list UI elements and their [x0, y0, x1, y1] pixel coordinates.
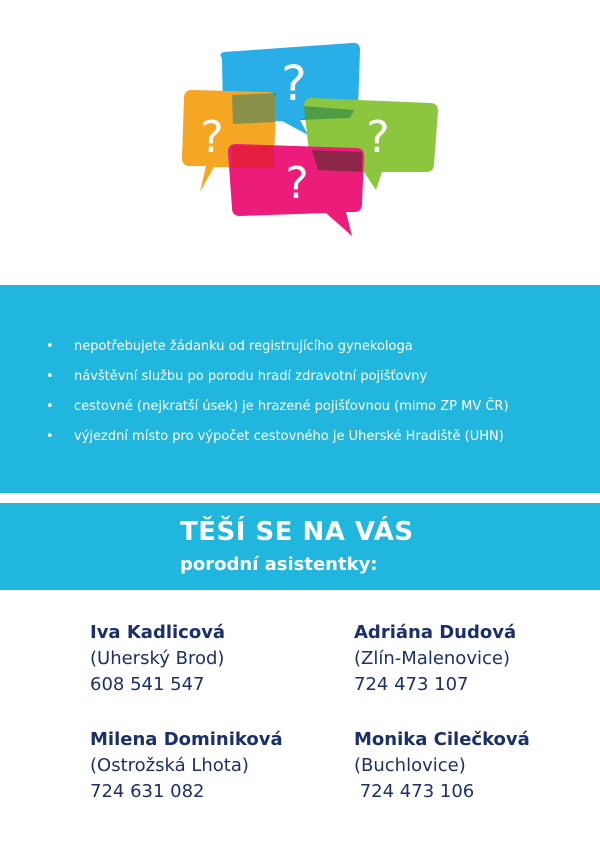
heading-subtitle: porodní asistentky:	[180, 554, 378, 575]
contact-place: (Zlín-Malenovice)	[354, 648, 510, 669]
contact-name: Milena Dominiková	[90, 729, 283, 750]
bullet-icon: •	[46, 339, 54, 354]
contact-card	[354, 727, 530, 805]
bullet-icon: •	[46, 399, 54, 414]
question-mark-icon: ?	[200, 112, 224, 163]
contact-card	[90, 620, 225, 698]
question-mark-icon: ?	[281, 56, 307, 112]
list-item	[46, 369, 509, 399]
contact-place: (Uherský Brod)	[90, 648, 225, 669]
contact-name: Adriána Dudová	[354, 622, 517, 643]
contact-card	[90, 727, 283, 805]
list-item	[46, 399, 509, 429]
contact-phone: 724 473 106	[354, 781, 475, 802]
contact-phone: 724 473 107	[354, 674, 469, 695]
contact-phone: 724 631 082	[90, 781, 205, 802]
list-item-text: výjezdní místo pro výpočet cestovného je Uherské Hradiště (UHN)	[74, 429, 504, 444]
contact-phone: 608 541 547	[90, 674, 205, 695]
heading-band	[0, 503, 600, 590]
info-list	[46, 339, 509, 459]
list-item-text: nepotřebujete žádanku od registrujícího gynekologa	[74, 339, 413, 354]
bullet-icon: •	[46, 429, 54, 444]
list-item	[46, 339, 509, 369]
contact-name: Monika Cilečková	[354, 729, 530, 750]
list-item	[46, 429, 509, 459]
bullet-icon: •	[46, 369, 54, 384]
contact-card	[354, 620, 516, 698]
list-item-text: cestovné (nejkratší úsek) je hrazené pojišťovnou (mimo ZP MV ČR)	[74, 399, 509, 414]
divider	[0, 493, 600, 503]
question-bubbles-icon	[0, 0, 600, 285]
speech-bubbles-logo	[0, 0, 600, 285]
contact-place: (Buchlovice)	[354, 755, 466, 776]
contact-place: (Ostrožská Lhota)	[90, 755, 249, 776]
list-item-text: návštěvní službu po porodu hradí zdravotní pojišťovny	[74, 369, 428, 384]
heading-title: TĚŠÍ SE NA VÁS	[180, 517, 414, 547]
question-mark-icon: ?	[366, 112, 390, 163]
question-mark-icon: ?	[285, 158, 309, 209]
info-band	[0, 285, 600, 493]
contact-name: Iva Kadlicová	[90, 622, 226, 643]
